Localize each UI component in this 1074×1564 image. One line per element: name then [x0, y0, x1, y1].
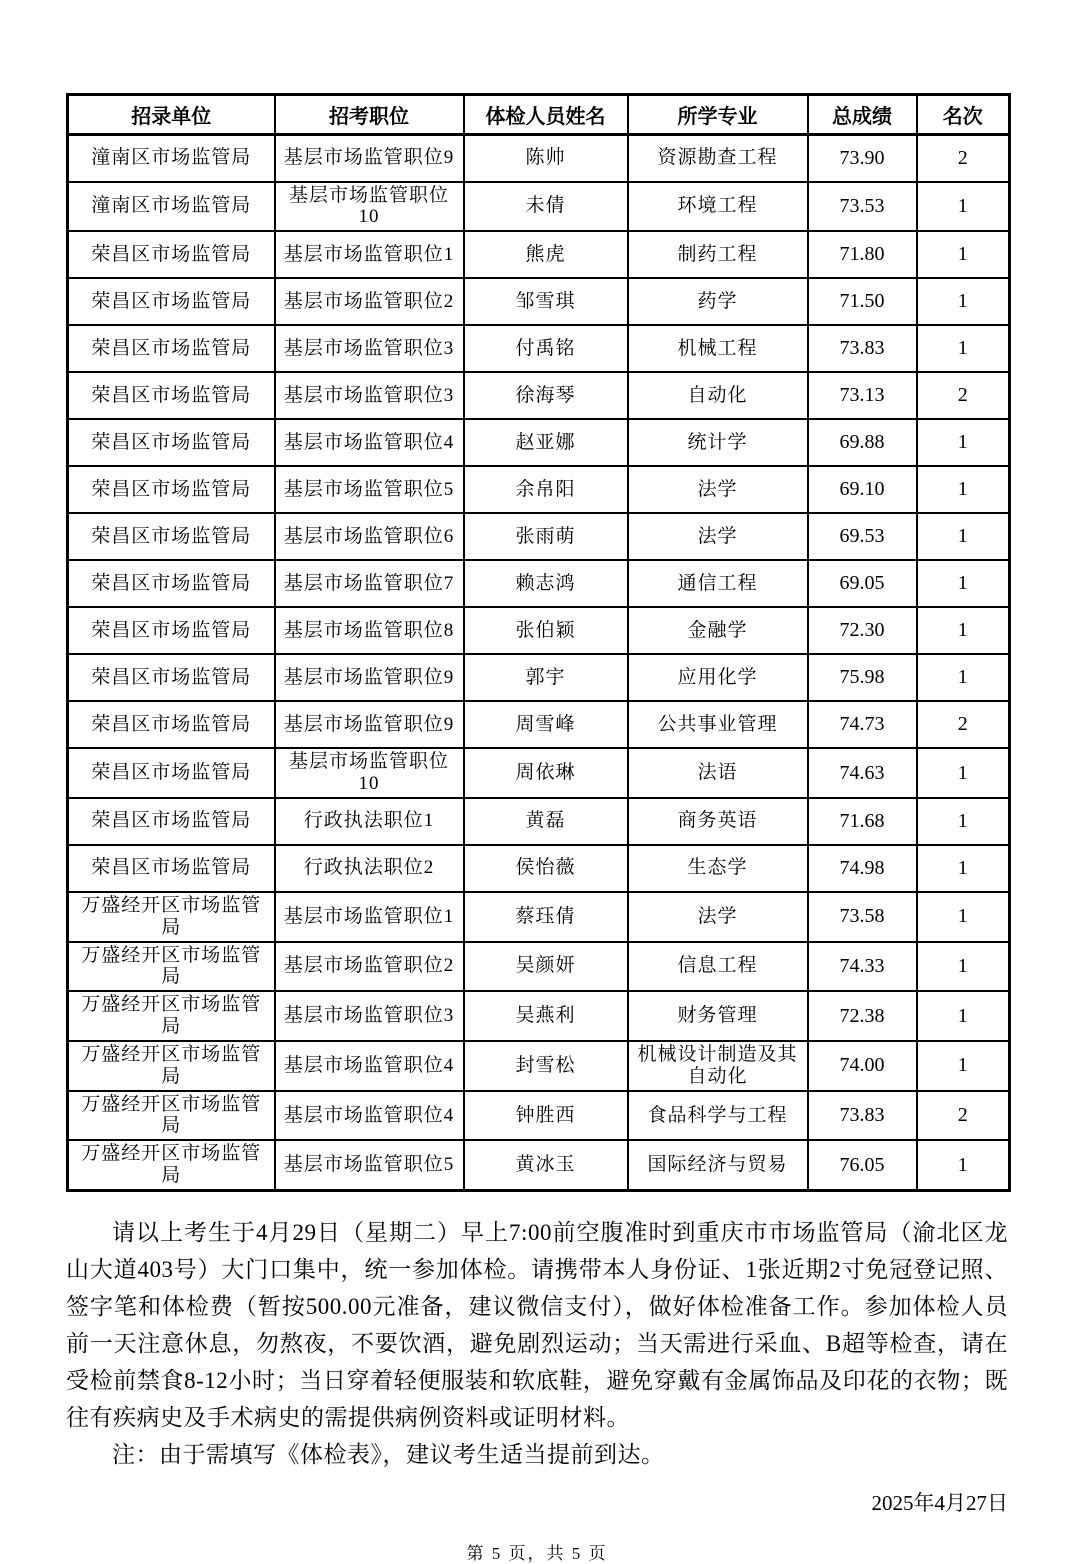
cell-total-score: 75.98	[808, 654, 917, 701]
cell-position: 基层市场监管职位9	[275, 135, 464, 182]
header-total-score: 总成绩	[808, 95, 917, 135]
cell-major: 信息工程	[628, 942, 808, 992]
cell-position: 基层市场监管职位9	[275, 654, 464, 701]
cell-examinee-name: 余帛阳	[464, 466, 628, 513]
cell-examinee-name: 黄磊	[464, 798, 628, 845]
cell-total-score: 71.50	[808, 278, 917, 325]
cell-total-score: 73.90	[808, 135, 917, 182]
table-row	[68, 942, 1010, 992]
cell-major: 法学	[628, 513, 808, 560]
table-row	[68, 325, 1010, 372]
cell-major: 商务英语	[628, 798, 808, 845]
cell-recruiting-unit: 万盛经开区市场监管局	[68, 1041, 275, 1091]
cell-position: 基层市场监管职位9	[275, 701, 464, 748]
cell-examinee-name: 邹雪琪	[464, 278, 628, 325]
cell-position: 基层市场监管职位2	[275, 278, 464, 325]
table-row	[68, 560, 1010, 607]
cell-examinee-name: 张伯颖	[464, 607, 628, 654]
cell-position: 基层市场监管职位1	[275, 231, 464, 278]
cell-recruiting-unit: 荣昌区市场监管局	[68, 466, 275, 513]
table-row	[68, 1091, 1010, 1141]
medical-exam-results-table	[66, 93, 1011, 1192]
cell-examinee-name: 封雪松	[464, 1041, 628, 1091]
table-row	[68, 419, 1010, 466]
cell-position: 基层市场监管职位4	[275, 1091, 464, 1141]
cell-recruiting-unit: 荣昌区市场监管局	[68, 513, 275, 560]
cell-recruiting-unit: 万盛经开区市场监管局	[68, 892, 275, 942]
table-row	[68, 654, 1010, 701]
cell-major: 环境工程	[628, 182, 808, 232]
cell-recruiting-unit: 万盛经开区市场监管局	[68, 1140, 275, 1190]
cell-position: 基层市场监管职位7	[275, 560, 464, 607]
cell-total-score: 74.33	[808, 942, 917, 992]
cell-position: 基层市场监管职位3	[275, 325, 464, 372]
cell-rank: 1	[917, 1041, 1010, 1091]
cell-recruiting-unit: 荣昌区市场监管局	[68, 560, 275, 607]
cell-total-score: 74.73	[808, 701, 917, 748]
cell-rank: 1	[917, 231, 1010, 278]
cell-position: 行政执法职位2	[275, 845, 464, 892]
cell-rank: 1	[917, 182, 1010, 232]
cell-major: 金融学	[628, 607, 808, 654]
header-examinee-name: 体检人员姓名	[464, 95, 628, 135]
cell-rank: 2	[917, 1091, 1010, 1141]
cell-rank: 1	[917, 748, 1010, 798]
cell-examinee-name: 付禹铭	[464, 325, 628, 372]
cell-rank: 2	[917, 701, 1010, 748]
cell-total-score: 69.10	[808, 466, 917, 513]
cell-rank: 1	[917, 892, 1010, 942]
cell-recruiting-unit: 万盛经开区市场监管局	[68, 942, 275, 992]
cell-recruiting-unit: 荣昌区市场监管局	[68, 372, 275, 419]
cell-examinee-name: 吴燕利	[464, 991, 628, 1041]
cell-examinee-name: 吴颜妍	[464, 942, 628, 992]
cell-position: 基层市场监管职位2	[275, 942, 464, 992]
cell-position: 基层市场监管职位3	[275, 372, 464, 419]
cell-examinee-name: 钟胜西	[464, 1091, 628, 1141]
cell-total-score: 74.98	[808, 845, 917, 892]
cell-examinee-name: 徐海琴	[464, 372, 628, 419]
cell-total-score: 71.80	[808, 231, 917, 278]
cell-recruiting-unit: 荣昌区市场监管局	[68, 278, 275, 325]
table-row	[68, 278, 1010, 325]
cell-rank: 1	[917, 1140, 1010, 1190]
cell-total-score: 72.30	[808, 607, 917, 654]
cell-recruiting-unit: 荣昌区市场监管局	[68, 701, 275, 748]
cell-examinee-name: 郭宇	[464, 654, 628, 701]
cell-major: 应用化学	[628, 654, 808, 701]
table-row	[68, 1041, 1010, 1091]
cell-examinee-name: 黄冰玉	[464, 1140, 628, 1190]
cell-rank: 1	[917, 607, 1010, 654]
cell-major: 食品科学与工程	[628, 1091, 808, 1141]
cell-total-score: 76.05	[808, 1140, 917, 1190]
cell-examinee-name: 蔡珏倩	[464, 892, 628, 942]
cell-examinee-name: 周雪峰	[464, 701, 628, 748]
cell-total-score: 73.83	[808, 325, 917, 372]
cell-major: 法语	[628, 748, 808, 798]
table-row	[68, 991, 1010, 1041]
cell-recruiting-unit: 荣昌区市场监管局	[68, 654, 275, 701]
cell-total-score: 73.58	[808, 892, 917, 942]
cell-examinee-name: 赖志鸿	[464, 560, 628, 607]
cell-rank: 1	[917, 278, 1010, 325]
cell-position: 基层市场监管职位8	[275, 607, 464, 654]
cell-total-score: 71.68	[808, 798, 917, 845]
cell-rank: 1	[917, 325, 1010, 372]
cell-recruiting-unit: 荣昌区市场监管局	[68, 419, 275, 466]
cell-major: 通信工程	[628, 560, 808, 607]
cell-position: 基层市场监管职位4	[275, 419, 464, 466]
cell-position: 基层市场监管职位1	[275, 892, 464, 942]
cell-total-score: 69.05	[808, 560, 917, 607]
cell-recruiting-unit: 荣昌区市场监管局	[68, 231, 275, 278]
cell-major: 资源勘查工程	[628, 135, 808, 182]
cell-examinee-name: 熊虎	[464, 231, 628, 278]
table-row	[68, 701, 1010, 748]
cell-examinee-name: 张雨萌	[464, 513, 628, 560]
cell-examinee-name: 周依琳	[464, 748, 628, 798]
cell-total-score: 73.13	[808, 372, 917, 419]
cell-position: 基层市场监管职位6	[275, 513, 464, 560]
cell-position: 基层市场监管职位3	[275, 991, 464, 1041]
cell-total-score: 72.38	[808, 991, 917, 1041]
cell-recruiting-unit: 万盛经开区市场监管局	[68, 1091, 275, 1141]
cell-rank: 2	[917, 372, 1010, 419]
cell-major: 机械工程	[628, 325, 808, 372]
cell-recruiting-unit: 荣昌区市场监管局	[68, 845, 275, 892]
cell-major: 机械设计制造及其自动化	[628, 1041, 808, 1091]
notes-paragraph: 请以上考生于4月29日（星期二）早上7:00前空腹准时到重庆市市场监管局（渝北区龙山大道403号）大门口集中，统一参加体检。请携带本人身份证、1张近期2寸免冠登记照、签字笔和体检费（暂按500.00元准备，建议微信支付），做好体检准备工作。参加体检人员前一天注意休息，勿熬夜，不要饮酒，避免剧烈运动；当天需进行采血、B超等检查，请在受检前禁食8-12小时；当日穿着轻便服装和软底鞋，避免穿戴有金属饰品及印花的衣物；既往有疾病史及手术病史的需提供病例资料或证明材料。	[66, 1220, 1008, 1430]
notes-note-line: 注：由于需填写《体检表》，建议考生适当提前到达。	[112, 1442, 665, 1467]
cell-examinee-name: 赵亚娜	[464, 419, 628, 466]
document-date: 2025年4月27日	[871, 1491, 1008, 1515]
notes-section	[66, 1214, 1008, 1473]
cell-position: 基层市场监管职位5	[275, 466, 464, 513]
header-rank: 名次	[917, 95, 1010, 135]
cell-rank: 1	[917, 654, 1010, 701]
cell-recruiting-unit: 潼南区市场监管局	[68, 135, 275, 182]
page-number: 第 5 页，共 5 页	[466, 1544, 608, 1563]
table-row	[68, 231, 1010, 278]
cell-rank: 1	[917, 845, 1010, 892]
cell-rank: 2	[917, 135, 1010, 182]
table-row	[68, 372, 1010, 419]
cell-position: 基层市场监管职位10	[275, 748, 464, 798]
cell-total-score: 69.53	[808, 513, 917, 560]
cell-major: 法学	[628, 892, 808, 942]
table-header-row	[68, 95, 1010, 135]
table-row	[68, 892, 1010, 942]
cell-examinee-name: 陈帅	[464, 135, 628, 182]
cell-recruiting-unit: 荣昌区市场监管局	[68, 748, 275, 798]
cell-recruiting-unit: 荣昌区市场监管局	[68, 607, 275, 654]
cell-position: 基层市场监管职位10	[275, 182, 464, 232]
cell-position: 基层市场监管职位5	[275, 1140, 464, 1190]
cell-rank: 1	[917, 942, 1010, 992]
cell-major: 制药工程	[628, 231, 808, 278]
cell-major: 生态学	[628, 845, 808, 892]
table-row	[68, 1140, 1010, 1190]
table-row	[68, 135, 1010, 182]
table-row	[68, 798, 1010, 845]
cell-rank: 1	[917, 798, 1010, 845]
cell-total-score: 73.53	[808, 182, 917, 232]
cell-recruiting-unit: 万盛经开区市场监管局	[68, 991, 275, 1041]
cell-recruiting-unit: 潼南区市场监管局	[68, 182, 275, 232]
cell-major: 统计学	[628, 419, 808, 466]
header-recruiting-unit: 招录单位	[68, 95, 275, 135]
cell-rank: 1	[917, 560, 1010, 607]
table-row	[68, 182, 1010, 232]
cell-major: 自动化	[628, 372, 808, 419]
table-body	[68, 135, 1010, 1191]
cell-position: 行政执法职位1	[275, 798, 464, 845]
cell-recruiting-unit: 荣昌区市场监管局	[68, 325, 275, 372]
cell-major: 国际经济与贸易	[628, 1140, 808, 1190]
header-position: 招考职位	[275, 95, 464, 135]
header-major: 所学专业	[628, 95, 808, 135]
cell-examinee-name: 未倩	[464, 182, 628, 232]
cell-examinee-name: 侯怡薇	[464, 845, 628, 892]
table-row	[68, 748, 1010, 798]
cell-total-score: 73.83	[808, 1091, 917, 1141]
cell-rank: 1	[917, 991, 1010, 1041]
cell-total-score: 74.63	[808, 748, 917, 798]
cell-rank: 1	[917, 466, 1010, 513]
cell-rank: 1	[917, 419, 1010, 466]
cell-position: 基层市场监管职位4	[275, 1041, 464, 1091]
cell-major: 药学	[628, 278, 808, 325]
cell-recruiting-unit: 荣昌区市场监管局	[68, 798, 275, 845]
cell-rank: 1	[917, 513, 1010, 560]
cell-major: 法学	[628, 466, 808, 513]
cell-total-score: 74.00	[808, 1041, 917, 1091]
cell-total-score: 69.88	[808, 419, 917, 466]
cell-major: 财务管理	[628, 991, 808, 1041]
cell-major: 公共事业管理	[628, 701, 808, 748]
table-row	[68, 466, 1010, 513]
table-row	[68, 845, 1010, 892]
table-row	[68, 607, 1010, 654]
table-row	[68, 513, 1010, 560]
